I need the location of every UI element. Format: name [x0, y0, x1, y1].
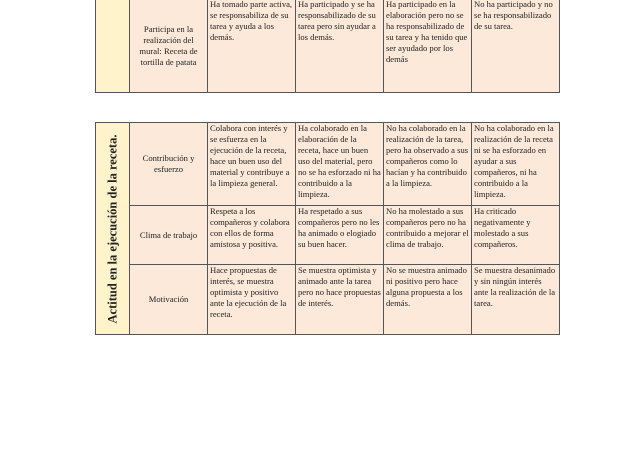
level-cell: Ha colaborado en la elaboración de la receta, hace un buen uso del material, pero no se ha esforzado ni ha contribuido a la limpieza. — [296, 123, 384, 206]
level-cell: Colabora con interés y se esfuerza en la ejecución de la receta, hace un buen uso del material y contribuye a la limpieza general. — [208, 123, 296, 206]
level-cell: No ha colaborado en la realización de la receta ni se ha esforzado en ayudar a sus compañeros, ni ha contribuido a la limpieza. — [472, 123, 560, 206]
level-cell: Se muestra desanimado y sin ningún interés ante la realización de la tarea. — [472, 265, 560, 335]
rubric-table-attitude — [95, 122, 560, 335]
table-row — [96, 123, 560, 206]
level-cell: Ha participado en la elaboración pero no se ha responsabilizado de su tarea y ha tenido que ser ayudado por los demás — [384, 0, 472, 93]
level-cell: Ha respetado a sus compañeros pero no les ha animado o elogiado su buen hacer. — [296, 206, 384, 265]
table-row — [96, 265, 560, 335]
level-cell: No ha molestado a sus compañeros pero no ha contribuido a mejorar el clima de trabajo. — [384, 206, 472, 265]
table-row — [96, 206, 560, 265]
criterion-work-climate: Clima de trabajo — [130, 206, 208, 265]
level-cell: Se muestra optimista y animado ante la tarea pero no hace propuestas de interés. — [296, 265, 384, 335]
level-cell: Ha tomado parte activa, se responsabiliza de su tarea y ayuda a los demás. — [208, 0, 296, 93]
level-cell: Ha criticado negativamente y molestado a sus compañeros. — [472, 206, 560, 265]
section-title: Actitud en la ejecución de la receta. — [105, 134, 120, 323]
side-cell-empty — [96, 0, 130, 93]
level-cell: No se muestra animado ni positivo pero hace alguna propuesta a los demás. — [384, 265, 472, 335]
rubric-table-participation — [95, 0, 560, 93]
level-cell: Hace propuestas de interés, se muestra optimista y positivo ante la ejecución de la receta. — [208, 265, 296, 335]
level-cell: Respeta a los compañeros y colabora con ellos de forma amistosa y positiva. — [208, 206, 296, 265]
table-row — [96, 0, 560, 93]
level-cell: Ha participado y se ha responsabilizado de su tarea pero sin ayudar a los demás. — [296, 0, 384, 93]
criterion-contribution: Contribución y esfuerzo — [130, 123, 208, 206]
level-cell: No ha colaborado en la realización de la tarea, pero ha observado a sus compañeros como lo hacían y ha contribuido a la limpieza. — [384, 123, 472, 206]
level-cell: No ha participado y no se ha responsabilizado de su tarea. — [472, 0, 560, 93]
section-side-label — [96, 123, 130, 335]
criterion-participation: Participa en la realización del mural: Receta de tortilla de patata — [130, 0, 208, 93]
criterion-motivation: Motivación — [130, 265, 208, 335]
